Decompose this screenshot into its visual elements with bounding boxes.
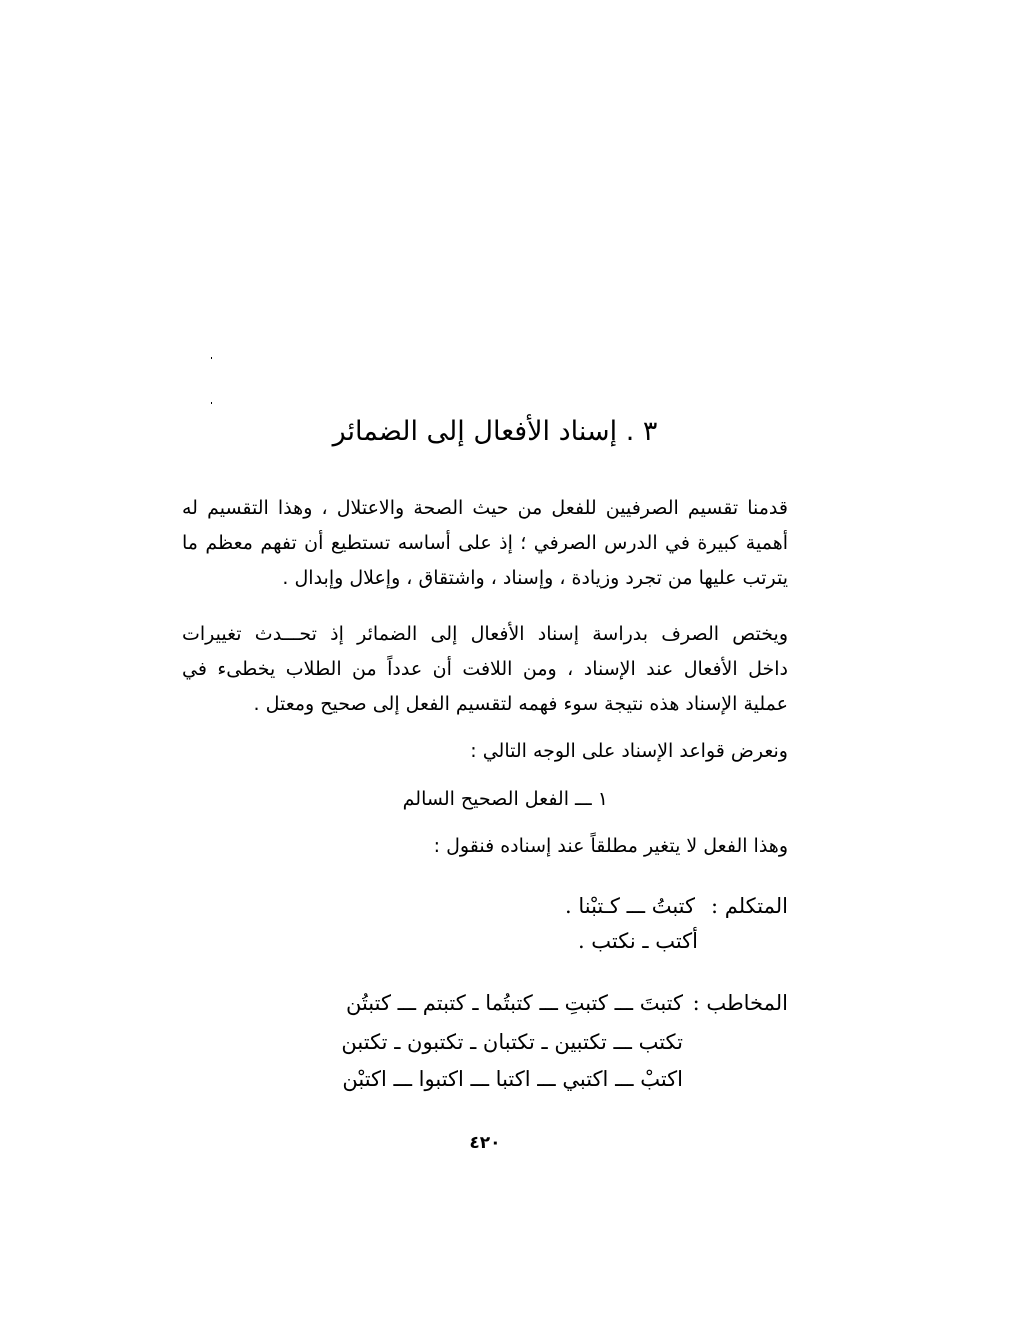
scan-speck (211, 402, 212, 404)
intro-line: ونعرض قواعد الإسناد على الوجه التالي : (470, 740, 788, 762)
page-number: ٤٢٠ (469, 1133, 501, 1153)
paragraph-1 (182, 491, 788, 596)
subheading-note: وهذا الفعل لا يتغير مطلقاً عند إسناده فنقول : (433, 835, 788, 857)
addressee-line-2: تكتب ـــ تكتبين ـ تكتبان ـ تكتبون ـ تكتبن (341, 1030, 683, 1054)
paragraph-line: ويختص الصرف بدراسة إسناد الأفعال إلى الضمائر إذ تحـــدث تغييرات (182, 623, 788, 645)
paragraph-line: عملية الإسناد هذه نتيجة سوء فهمه لتقسيم الفعل إلى صحيح ومعتل . (253, 693, 788, 715)
speaker-label: المتكلم : (711, 894, 788, 918)
paragraph-2 (182, 617, 788, 722)
paragraph-line: أهمية كبيرة في الدرس الصرفي ؛ إذ على أساسه تستطيع أن تفهم معظم ما (182, 532, 788, 554)
paragraph-line: قدمنا تقسيم الصرفيين للفعل من حيث الصحة والاعتلال ، وهذا التقسيم له (182, 497, 788, 519)
subheading: ١ ـــ الفعل الصحيح السالم (402, 788, 608, 810)
section-title: ٣ . إسناد الأفعال إلى الضمائر (332, 416, 658, 447)
addressee-label: المخاطب : (692, 991, 788, 1015)
addressee-line-3: اكتبْ ـــ اكتبي ـــ اكتبا ـــ اكتبوا ـــ اكتبْن (342, 1067, 683, 1091)
addressee-line-1: كتبتَ ـــ كتبتِ ـــ كتبتُما ـ كتبتم ـــ كتبتُن (345, 991, 683, 1015)
paragraph-line: يترتب عليها من تجرد وزيادة ، وإسناد ، واشتقاق ، وإعلال وإبدال . (282, 567, 788, 589)
paragraph-line: داخل الأفعال عند الإسناد ، ومن اللافت أن عدداً من الطلاب يخطىء في (182, 658, 788, 680)
speaker-line-1: كتبتُ ـــ كـتبْنا . (564, 894, 695, 918)
speaker-line-2: أكتب ـ نكتب . (577, 929, 698, 953)
scan-speck (211, 357, 212, 359)
